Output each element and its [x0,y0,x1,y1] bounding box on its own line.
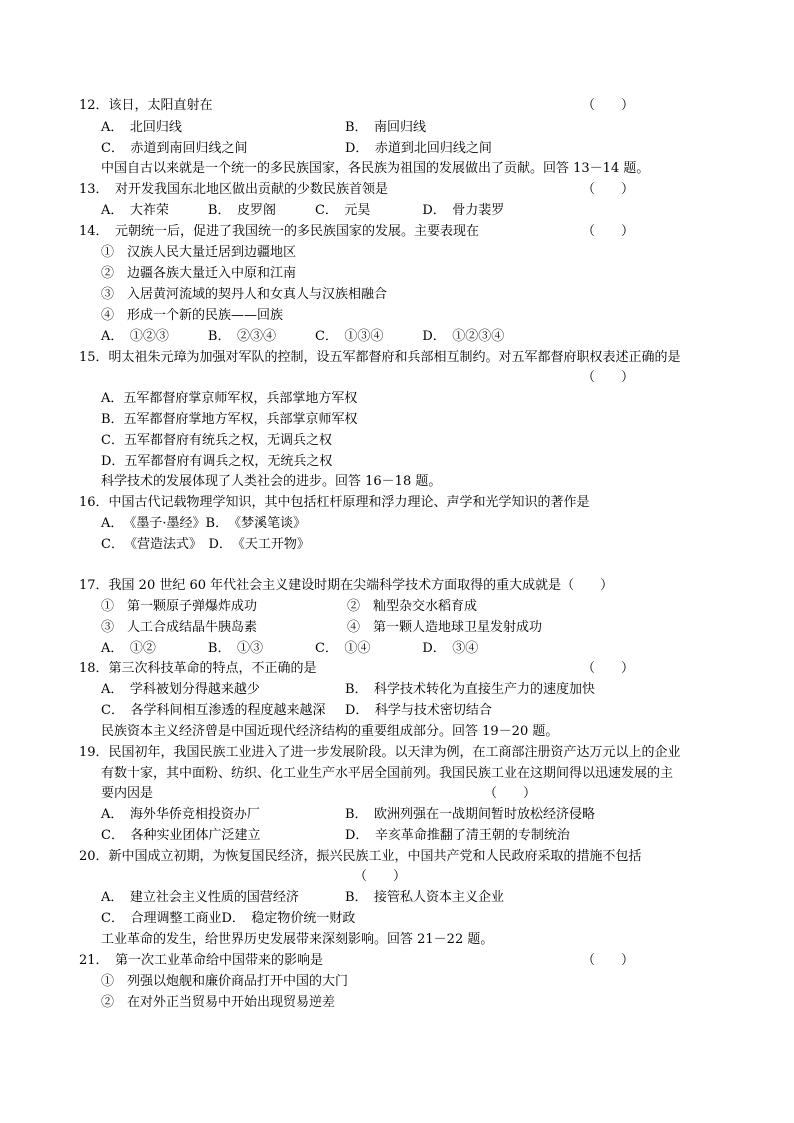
option-d: D． 赤道到北回归线之间 [345,141,492,156]
option-a: A． 学科被划分得越来越少 [101,682,260,697]
statement-4: ④ 第一颗人造地球卫星发射成功 [347,620,543,635]
statement-1: ① 第一颗原子弹爆炸成功 [101,599,258,614]
option-d: D． 科学与技术密切结合 [345,703,492,718]
option-c: C． 各学科间相互渗透的程度越来越深 [101,703,326,718]
question-15-stem: 15．明太祖朱元璋为加强对军队的控制，设五军都督府和兵部相互制约。对五军都督府职权表述正确的是 [79,350,681,365]
statement-1: ① 汉族人民大量迁居到边疆地区 [101,245,297,260]
section-intro: 科学技术的发展体现了人类社会的进步。回答 16－18 题。 [101,474,442,489]
section-intro: 民族资本主义经济曾是中国近现代经济结构的重要组成部分。回答 19－20 题。 [101,724,559,739]
option-a: A． 北回归线 [101,120,182,135]
question-19-stem-continued: 有数十家，其中面粉、纺织、化工业生产水平居全国前列。我国民族工业在这期间得以迅速发展的主 [101,766,674,781]
option-a: A．五军都督府掌京师军权，兵部掌地方军权 [101,391,358,406]
question-20-stem: 20．新中国成立初期，为恢复国民经济，振兴民族工业，中国共产党和人民政府采取的措施不包括 [79,849,642,864]
option-b: B． 科学技术转化为直接生产力的速度加快 [345,682,596,697]
question-17-stem: 17．我国 20 世纪 60 年代社会主义建设时期在尖端科学技术方面取得的重大成就是（ ） [79,578,614,593]
answer-blank: （ ） [582,953,635,968]
options-row: A． ①②③ B． ②③④ C． ①③④ D． ①②③④ [101,329,505,344]
question-19-stem: 19．民国初年，我国民族工业进入了进一步发展阶段。以天津为例，在工商部注册资产达万元以上的企业 [79,745,681,760]
option-c: C． 赤道到南回归线之间 [101,141,248,156]
statement-3: ③ 入居黄河流域的契丹人和女真人与汉族相融合 [101,287,388,302]
answer-blank: （ ） [582,370,635,385]
answer-blank: （ ） [582,182,635,197]
answer-blank: （ ） [582,98,635,113]
question-19-stem-end: 要内因是 [101,786,154,801]
options-row: C． 《营造法式》 D． 《天工开物》 [101,537,310,552]
statement-4: ④ 形成一个新的民族——回族 [101,308,284,323]
question-12-stem: 12．该日，太阳直射在 [79,98,213,113]
statement-3: ③ 人工合成结晶牛胰岛素 [101,620,258,635]
section-intro: 工业革命的发生，给世界历史发展带来深刻影响。回答 21－22 题。 [101,932,494,947]
option-b: B． 接管私人资本主义企业 [345,890,505,905]
question-18-stem: 18．第三次科技革命的特点，不正确的是 [79,661,317,676]
question-16-stem: 16．中国古代记载物理学知识，其中包括杠杆原理和浮力理论、声学和光学知识的著作是 [79,495,590,510]
option-d: D． 辛亥革命推翻了清王朝的专制统治 [345,828,570,843]
option-a: A． 海外华侨竞相投资办厂 [101,807,260,822]
statement-2: ② 籼型杂交水稻育成 [347,599,478,614]
options-row: C． 合理调整工商业D． 稳定物价统一财政 [101,911,356,926]
question-14-stem: 14． 元朝统一后，促进了我国统一的多民族国家的发展。主要表现在 [79,224,480,239]
section-intro: 中国自古以来就是一个统一的多民族国家，各民族为祖国的发展做出了贡献。回答 13－14 题。 [101,161,650,176]
option-c: C． 各种实业团体广泛建立 [101,828,261,843]
statement-2: ② 在对外正当贸易中开始出现贸易逆差 [101,995,336,1010]
option-c: C．五军都督府有统兵之权，无调兵之权 [101,433,332,448]
options-row: A． 《墨子·墨经》B． 《梦溪笔谈》 [101,516,307,531]
option-b: B．五军都督府掌地方军权，兵部掌京师军权 [101,412,358,427]
option-a: A． 建立社会主义性质的国营经济 [101,890,299,905]
option-d: D．五军都督府有调兵之权，无统兵之权 [101,454,333,469]
option-b: B． 南回归线 [345,120,427,135]
answer-blank: （ ） [354,869,407,884]
options-row: A． ①② B． ①③ C． ①④ D． ③④ [101,641,479,656]
option-b: B． 欧洲列强在一战期间暂时放松经济侵略 [345,807,596,822]
statement-2: ② 边疆各族大量迁入中原和江南 [101,266,297,281]
answer-blank: （ ） [582,224,635,239]
answer-blank: （ ） [484,786,537,801]
question-21-stem: 21． 第一次工业革命给中国带来的影响是 [79,953,324,968]
question-13-stem: 13． 对开发我国东北地区做出贡献的少数民族首领是 [79,182,389,197]
statement-1: ① 列强以炮舰和廉价商品打开中国的大门 [101,974,349,989]
answer-blank: （ ） [582,661,635,676]
options-row: A． 大祚荣 B． 皮罗阁 C． 元昊 D． 骨力裴罗 [101,203,505,218]
